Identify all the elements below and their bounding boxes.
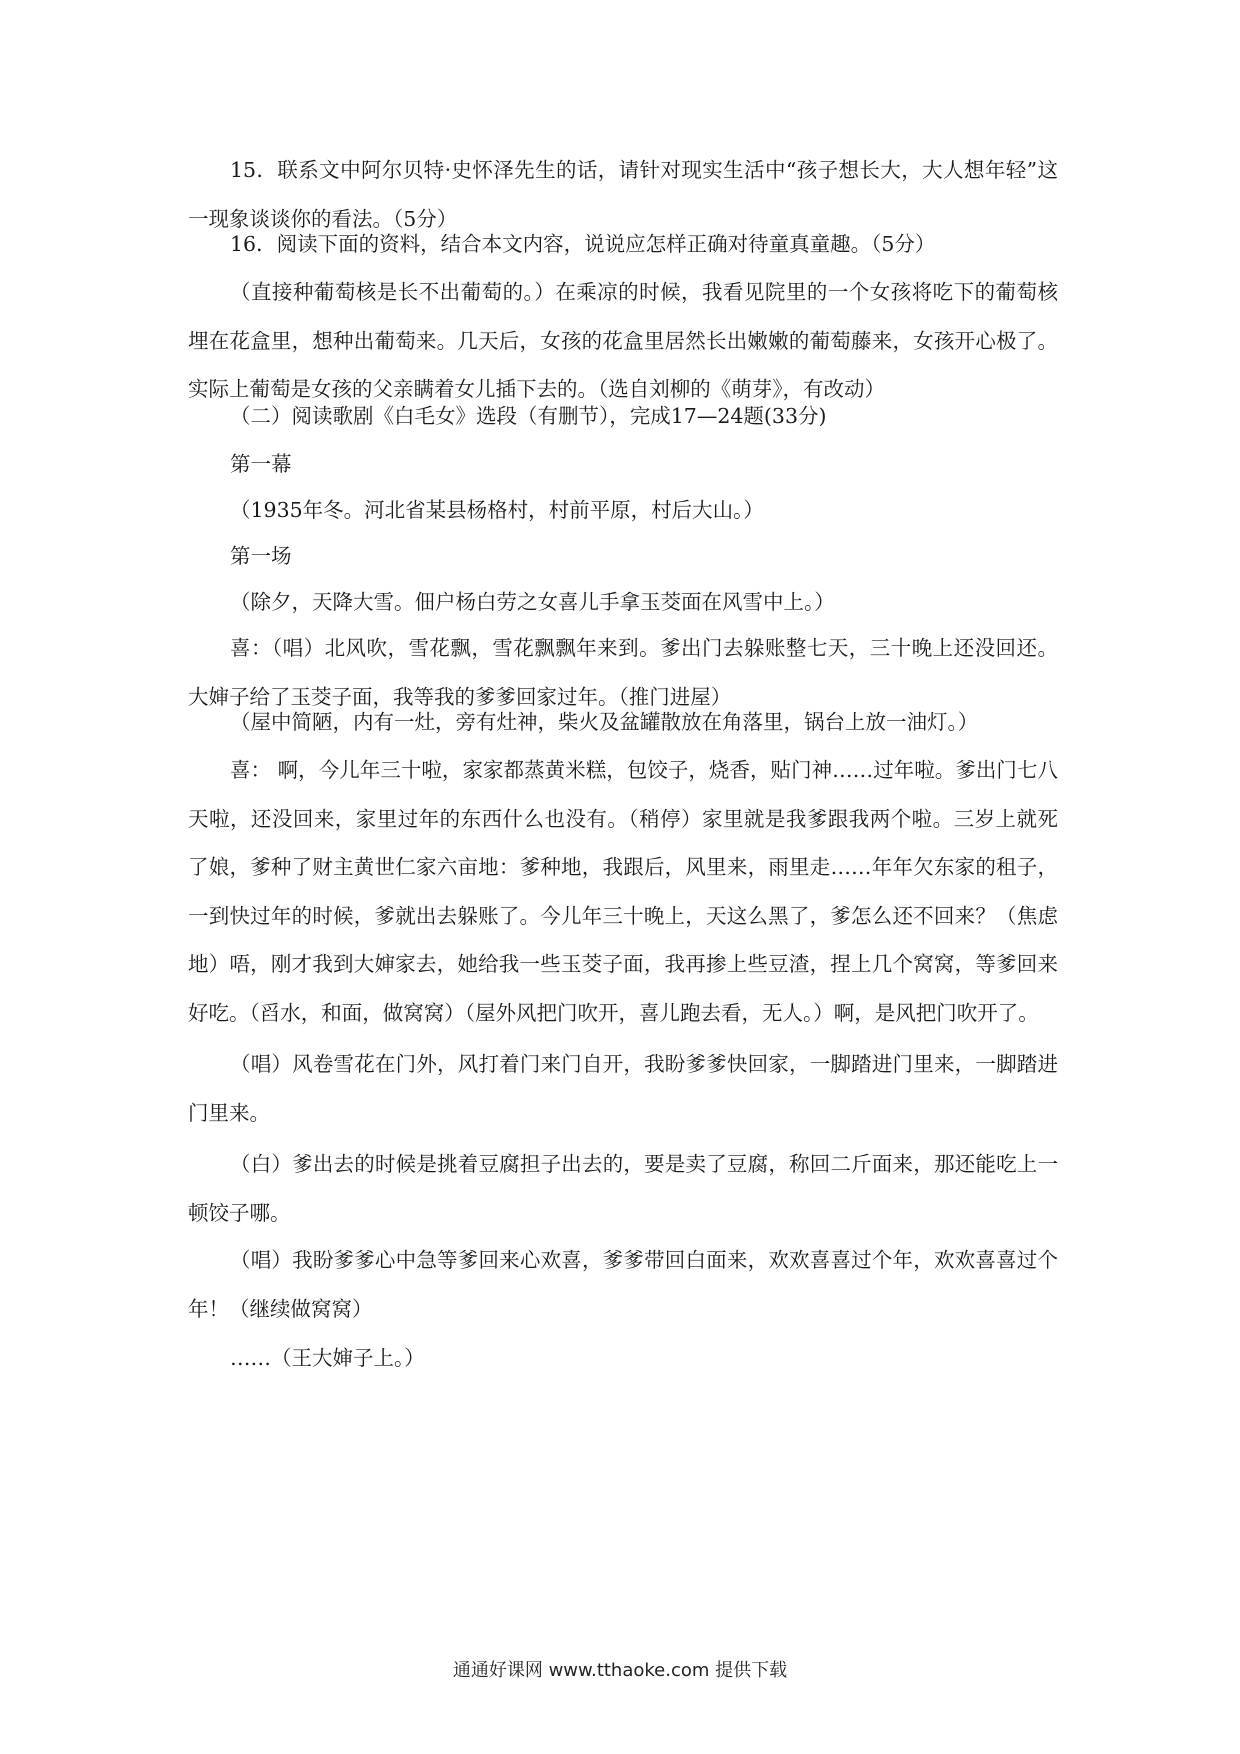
act-setting: （1935年冬。河北省某县杨格村，村前平原，村后大山。） [230,498,764,522]
act-title: 第一幕 [230,452,292,476]
song-1: （唱）风卷雪花在门外，风打着门来门自开，我盼爹爹快回家，一脚踏进门里来，一脚踏进门里来。 [188,1052,1058,1125]
scene-title: 第一场 [230,544,292,568]
question-16: 16．阅读下面的资料，结合本文内容，说说应怎样正确对待童真童趣。（5分） [230,232,936,256]
dialogue-1: 喜：（唱）北风吹，雪花飘，雪花飘飘年来到。爹出门去躲账整七天，三十晚上还没回还。大婶子给了玉茭子面，我等我的爹爹回家过年。（推门进屋） [188,636,1058,709]
stage-direction: （屋中简陋，内有一灶，旁有灶神，柴火及盆罐散放在角落里，锅台上放一油灯。） [230,710,979,734]
dialogue-2: 喜： 啊，今儿年三十啦，家家都蒸黄米糕，包饺子，烧香，贴门神……过年啦。爹出门七八天啦，还没回来，家里过年的东西什么也没有。（稍停）家里就是我爹跟我两个啦。三岁上就死了娘，爹种了财主黄世仁家六亩地：爹种地，我跟后，风里来，雨里走……年年欠东家的租子，一到快过年的时候，爹就出去躲账了。今儿年三十晚上，天这么黑了，爹怎么还不回来？（焦虑地）唔，刚才我到大婶家去，她给我一些玉茭子面，我再掺上些豆渣，捏上几个窝窝，等爹回来好吃。（舀水，和面，做窝窝）（屋外风把门吹开，喜儿跑去看，无人。）啊，是风把门吹开了。 [188,758,1058,1025]
section-heading: （二）阅读歌剧《白毛女》选段（有删节），完成17—24题(33分) [230,404,827,428]
question-15: 15．联系文中阿尔贝特·史怀泽先生的话，请针对现实生活中“孩子想长大，大人想年轻”这一现象谈谈你的看法。（5分） [188,158,1058,231]
song-2: （唱）我盼爹爹心中急等爹回来心欢喜，爹爹带回白面来，欢欢喜喜过个年，欢欢喜喜过个年！（继续做窝窝） [188,1248,1058,1321]
page-footer: 通通好课网 www.tthaoke.com 提供下载 [452,1660,788,1681]
closing-direction: ……（王大婶子上。） [230,1346,425,1370]
spoken-line: （白）爹出去的时候是挑着豆腐担子出去的，要是卖了豆腐，称回二斤面来，那还能吃上一顿饺子哪。 [188,1152,1058,1225]
reading-material: （直接种葡萄核是长不出葡萄的。）在乘凉的时候，我看见院里的一个女孩将吃下的葡萄核埋在花盒里，想种出葡萄来。几天后，女孩的花盒里居然长出嫩嫩的葡萄藤来，女孩开心极了。实际上葡萄是女孩的父亲瞒着女儿插下去的。（选自刘柳的《萌芽》，有改动） [188,280,1058,401]
scene-direction: （除夕，天降大雪。佃户杨白劳之女喜儿手拿玉茭面在风雪中上。） [230,590,835,614]
